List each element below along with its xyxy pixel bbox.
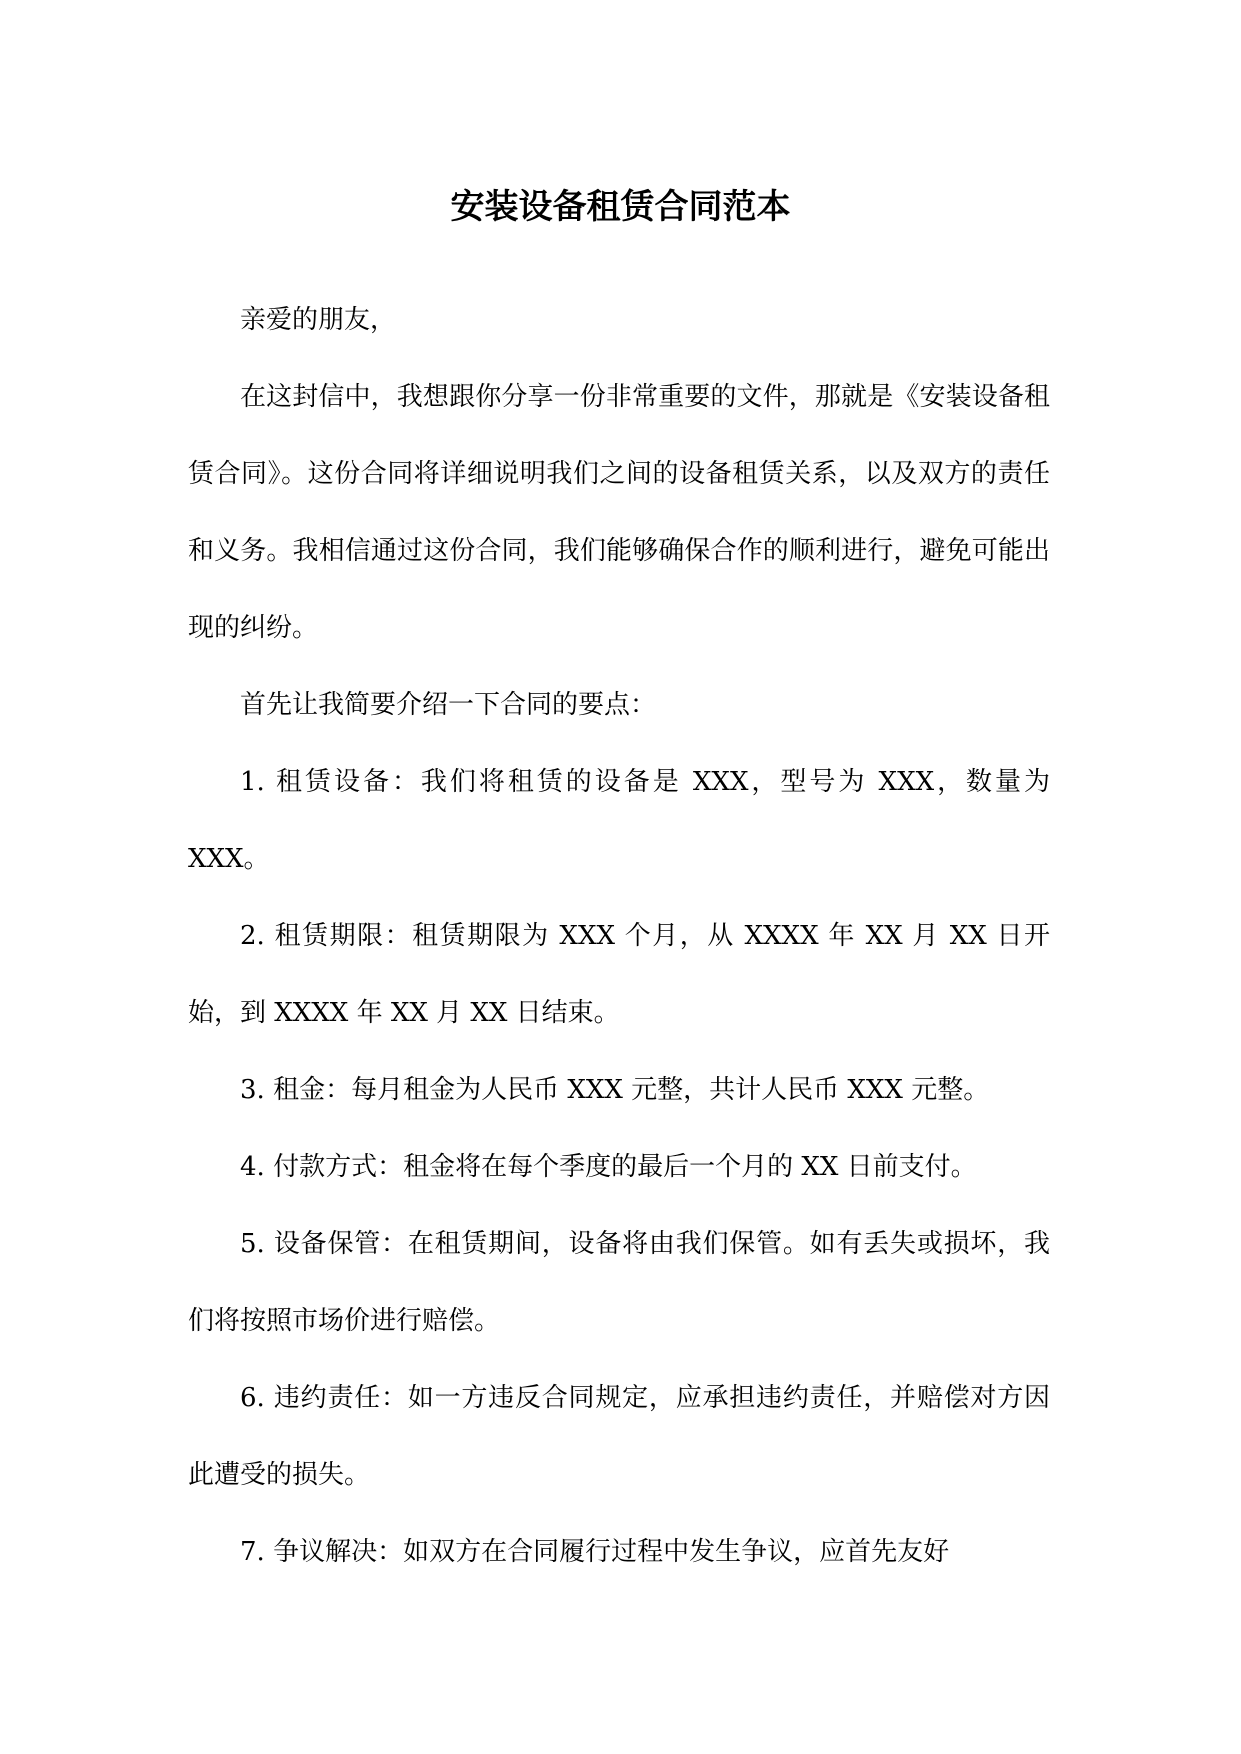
intro-paragraph: 在这封信中，我想跟你分享一份非常重要的文件，那就是《安装设备租赁合同》。这份合同将详细说明我们之间的设备租赁关系，以及双方的责任和义务。我相信通过这份合同，我们能够确保合作的顺利进行，避免可能出现的纠纷。 [188,382,1050,643]
clause-item: 1. 租赁设备：我们将租赁的设备是 XXX，型号为 XXX，数量为 XXX。 [188,767,1050,874]
summary-lead: 首先让我简要介绍一下合同的要点： [240,690,657,720]
document-body [188,282,1050,1591]
clause-item: 5. 设备保管：在租赁期间，设备将由我们保管。如有丢失或损坏，我们将按照市场价进行赔偿。 [188,1229,1050,1336]
clause-item: 2. 租赁期限：租赁期限为 XXX 个月，从 XXXX 年 XX 月 XX 日开始，到 XXXX 年 XX 月 XX 日结束。 [188,921,1050,1028]
clause-item: 4. 付款方式：租金将在每个季度的最后一个月的 XX 日前支付。 [240,1152,977,1182]
salutation: 亲爱的朋友， [240,305,397,335]
clause-item: 3. 租金：每月租金为人民币 XXX 元整，共计人民币 XXX 元整。 [240,1075,990,1105]
document-title: 安装设备租赁合同范本 [450,187,791,227]
clause-item: 6. 违约责任：如一方违反合同规定，应承担违约责任，并赔偿对方因此遭受的损失。 [188,1383,1050,1490]
clause-item: 7. 争议解决：如双方在合同履行过程中发生争议，应首先友好 [240,1537,950,1567]
